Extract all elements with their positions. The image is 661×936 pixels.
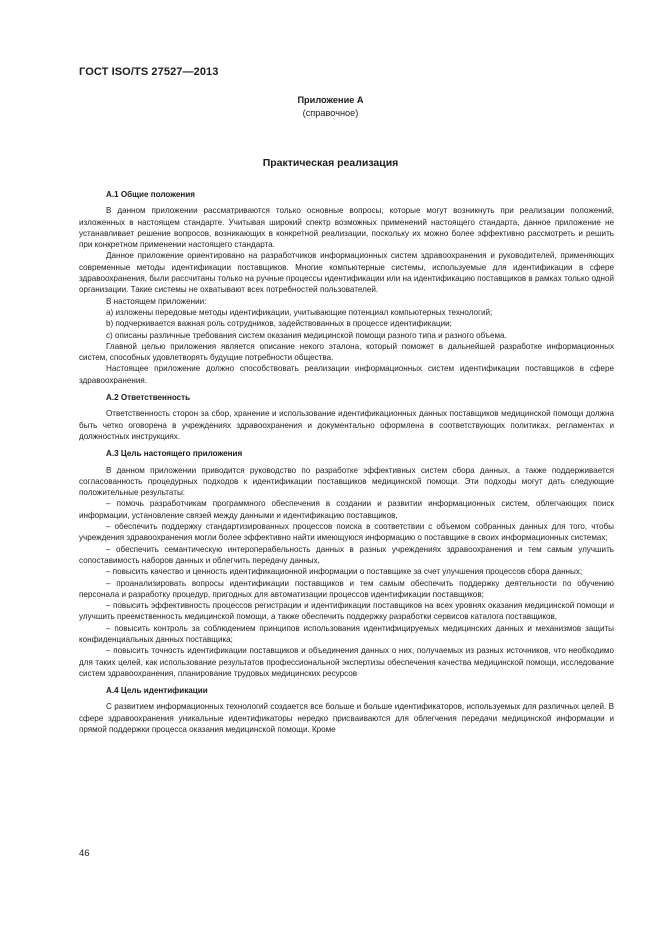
list-item: – обеспечить поддержку стандартизированных процессов поиска в соответствии с объемом собранных данных для того, чтобы учреждения здравоохранения могли более эффективно найти имеющуюся информацию о поставщике в своих информационных системах;: [79, 522, 614, 543]
page-number: 46: [79, 848, 90, 859]
list-item: с) описаны различные требования систем оказания медицинской помощи разного типа и разного объема.: [106, 330, 507, 340]
document-body: [79, 183, 614, 735]
appendix-title: Приложение А: [297, 95, 364, 105]
paragraph: В настоящем приложении:: [106, 296, 207, 306]
section-heading-a3: А.3 Цель настоящего приложения: [106, 449, 243, 459]
list-item: – повысить качество и ценность идентификационной информации о поставщике за счет улучшения процессов сбора данных;: [106, 567, 583, 577]
list-item: b) подчеркивается важная роль сотрудников, задействованных в процессе идентификации;: [106, 319, 452, 329]
list-item: – повысить эффективность процессов регистрации и идентификации поставщиков на всех уровнях оказания медицинской помощи и улучшить преемственность медицинской помощи, а также обеспечить поддержку разработки сервисов каталога поставщиков,: [79, 601, 614, 622]
paragraph: Настоящее приложение должно способствовать реализации информационных систем идентификации поставщиков в сфере здравоохранения.: [79, 364, 614, 385]
appendix-subtitle: (справочное): [302, 108, 359, 118]
paragraph: Данное приложение ориентировано на разработчиков информационных систем здравоохранения и руководителей, применяющих современные методы идентификации поставщиков. Многие компьютерные системы, используемые для идентификации в сфере здравоохранения, были рассчитаны только на ручные процессы идентификации или на идентификацию поставщиков в рамках только одной организации. Такие системы не охватывают всех потребностей пользователей.: [79, 251, 614, 295]
list-item: – повысить контроль за соблюдением принципов использования идентифицируемых медицинских данных и механизмов защиты конфиденциальных данных поставщика;: [79, 623, 614, 644]
paragraph: С развитием информационных технологий создается все больше и больше идентификаторов, используемых для различных целей. В сфере здравоохранения уникальные идентификаторы нередко присваиваются для облегчения передачи медицинской информации и прямой поддержки процесса оказания медицинской помощи. Кроме: [79, 702, 614, 735]
list-item: – обеспечить семантическую интероперабельность данных в разных учреждениях здравоохранения и тем самым улучшить сопоставимость наборов данных и облегчить передачу данных,: [79, 544, 614, 565]
list-item: – проанализировать вопросы идентификации поставщиков и тем самым обеспечить поддержку деятельности по обучению персонала и разработку процедур, пригодных для автоматизации процессов идентификации поставщиков;: [79, 578, 614, 599]
paragraph: В данном приложении приводится руководство по разработке эффективных систем сбора данных, а также поддерживается согласованность процедурных подходов к идентификации поставщиков медицинской помощи. Эти подходы могут дать следующие положительные результаты:: [79, 465, 614, 498]
page-title: Практическая реализация: [262, 157, 399, 169]
list-item: – повысить точность идентификации поставщиков и объединения данных о них, получаемых из разных источников, что необходимо для таких целей, как использование результатов профессиональной экспертизы обеспечения качества медицинской помощи, исследование систем здравоохранения, планирование трудовых медицинских ресурсов: [79, 646, 614, 678]
document-header: ГОСТ ISO/TS 27527—2013: [79, 66, 219, 78]
list-item: а) изложены передовые методы идентификации, учитывающие потенциал компьютерных технологий;: [106, 307, 493, 317]
paragraph: Ответственность сторон за сбор, хранение и использование идентификационных данных поставщиков медицинской помощи должна быть четко оговорена в учреждениях здравоохранения и документально оформлена в соответствующих политиках, регламентах и должностных инструкциях.: [79, 409, 614, 441]
paragraph: Главной целью приложения является описание некого эталона, который поможет в дальнейшей разработке информационных систем, способных удовлетворять будущие потребности общества.: [79, 341, 614, 363]
section-heading-a2: А.2 Ответственность: [106, 393, 191, 403]
section-heading-a4: А.4 Цель идентификации: [106, 686, 208, 696]
section-heading-a1: А.1 Общие положения: [106, 190, 195, 199]
paragraph: В данном приложении рассматриваются только основные вопросы, которые могут возникнуть при реализации положений, изложенных в настоящем стандарте. Учитывая широкий спектр возможных применений настоящего стандарта, данное приложение не устанавливает решение вопросов, возникающих в конкретной реализации, поскольку их можно более эффективно рассмотреть и решить при конкретном применении настоящего стандарта.: [79, 206, 614, 250]
list-item: – помочь разработчикам программного обеспечения в создании и развитии информационных систем, облегчающих поиск информации, установление связей между данными и идентификацию поставщиков,: [79, 499, 614, 520]
